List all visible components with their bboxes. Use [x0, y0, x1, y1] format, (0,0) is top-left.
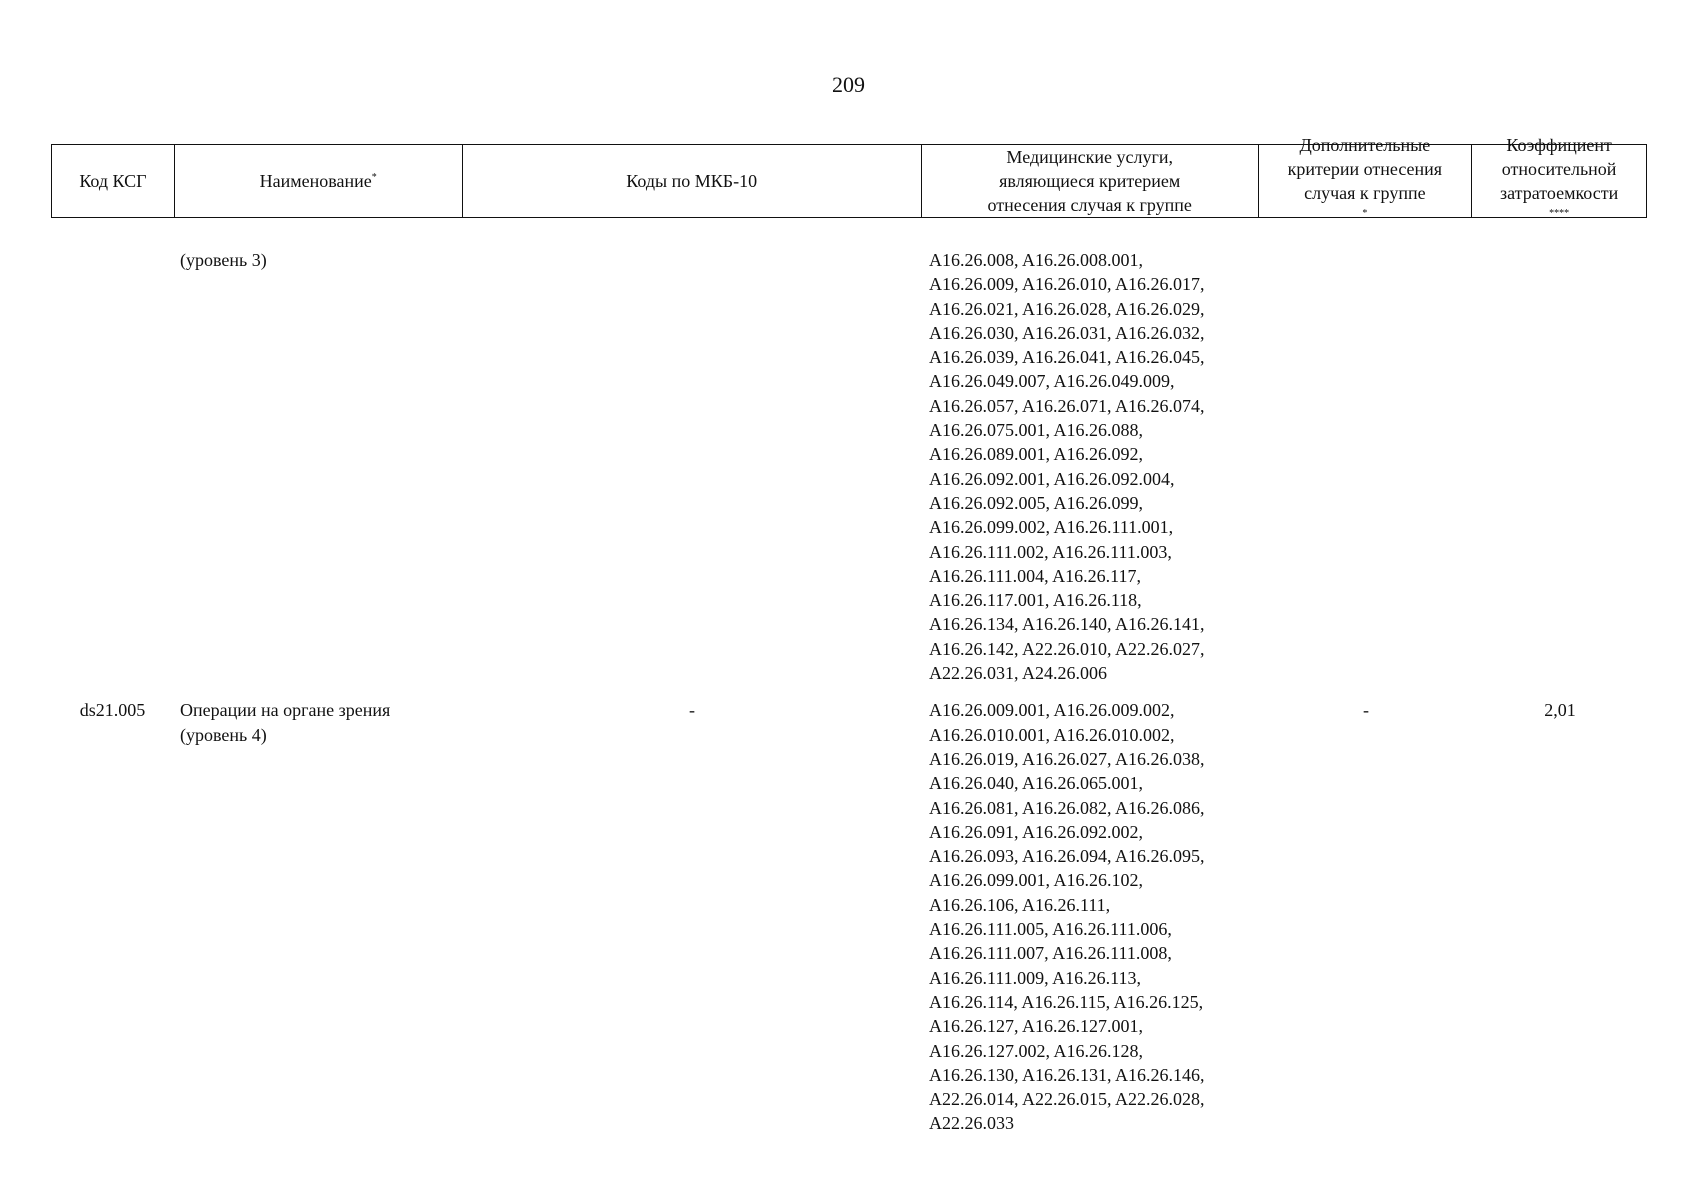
footnote-mark: *	[371, 172, 377, 183]
header-ksg-code-label: Код КСГ	[79, 171, 147, 191]
service-codes-line: A16.26.111.005, A16.26.111.006,	[929, 919, 1172, 940]
service-codes-line: A16.26.117.001, A16.26.118,	[929, 590, 1142, 611]
header-mkb-codes	[463, 145, 922, 217]
service-codes-line: A16.26.093, A16.26.094, A16.26.095,	[929, 846, 1205, 867]
service-codes-line: A16.26.099.002, A16.26.111.001,	[929, 517, 1174, 538]
service-codes-line: A16.26.127, A16.26.127.001,	[929, 1016, 1144, 1037]
name-line: Операции на органе зрения	[180, 700, 391, 721]
service-codes-line: A16.26.009, A16.26.010, A16.26.017,	[929, 274, 1205, 295]
mkb-codes-cell: -	[689, 700, 695, 721]
service-codes-line: A16.26.010.001, A16.26.010.002,	[929, 724, 1175, 745]
header-coef-line: затратоемкости ****	[1500, 183, 1619, 219]
service-codes-line: A16.26.099.001, A16.26.102,	[929, 870, 1144, 891]
medical-services-cell	[922, 248, 1259, 685]
service-codes-line: A16.26.075.001, A16.26.088,	[929, 420, 1144, 441]
additional-criteria-cell: -	[1363, 700, 1369, 721]
header-criteria-line: случая к группе *	[1304, 183, 1426, 219]
header-services-line: Медицинские услуги,	[1006, 147, 1173, 167]
name-cell	[174, 698, 462, 1135]
header-name-label: Наименование*	[259, 171, 377, 191]
header-mkb-codes-label: Коды по МКБ-10	[626, 171, 758, 191]
footnote-mark: ****	[1549, 208, 1570, 219]
service-codes-line: A16.26.092.005, A16.26.099,	[929, 492, 1144, 513]
mkb-codes-cell	[462, 248, 922, 685]
table-row	[51, 698, 1647, 1135]
name-cell	[174, 248, 462, 685]
service-codes-line: A16.26.081, A16.26.082, A16.26.086,	[929, 797, 1205, 818]
header-name	[175, 145, 463, 217]
service-codes-line: A16.26.111.002, A16.26.111.003,	[929, 541, 1172, 562]
cost-coefficient-cell: 2,01	[1544, 700, 1576, 721]
service-codes-line: A16.26.142, A22.26.010, A22.26.027,	[929, 638, 1205, 659]
service-codes-line: A16.26.091, A16.26.092.002,	[929, 821, 1144, 842]
service-codes-line: A16.26.019, A16.26.027, A16.26.038,	[929, 748, 1205, 769]
page-number: 209	[832, 72, 865, 97]
header-medical-services	[922, 145, 1259, 217]
ksg-code-cell: ds21.005	[79, 700, 146, 721]
medical-services-cell	[922, 698, 1259, 1135]
additional-criteria-cell	[1259, 248, 1473, 685]
service-codes-line: A16.26.008, A16.26.008.001,	[929, 250, 1144, 270]
service-codes-line: A16.26.009.001, A16.26.009.002,	[929, 700, 1175, 721]
service-codes-line: A16.26.111.007, A16.26.111.008,	[929, 943, 1172, 964]
service-codes-line: A16.26.111.004, A16.26.117,	[929, 565, 1142, 586]
footnote-mark: *	[1362, 208, 1368, 219]
header-ksg-code	[52, 145, 175, 217]
name-line: (уровень 4)	[180, 724, 267, 745]
service-codes-line: A16.26.130, A16.26.131, A16.26.146,	[929, 1064, 1205, 1085]
service-codes-line: A16.26.114, A16.26.115, A16.26.125,	[929, 991, 1204, 1012]
table-body	[51, 248, 1647, 1136]
service-codes-line: A16.26.057, A16.26.071, A16.26.074,	[929, 395, 1205, 416]
ksg-code-cell	[51, 248, 174, 685]
header-coef-line: Коэффициент	[1506, 135, 1612, 155]
cost-coefficient-cell	[1473, 248, 1647, 685]
service-codes-line: A16.26.021, A16.26.028, A16.26.029,	[929, 298, 1205, 319]
header-additional-criteria	[1259, 135, 1473, 219]
table-row	[51, 248, 1647, 685]
service-codes-line: A22.26.014, A22.26.015, A22.26.028,	[929, 1089, 1205, 1110]
header-coef-line: относительной	[1501, 159, 1617, 179]
service-codes-line: A22.26.033	[929, 1113, 1014, 1134]
service-codes-line: A16.26.040, A16.26.065.001,	[929, 773, 1144, 794]
service-codes-line: A16.26.089.001, A16.26.092,	[929, 444, 1144, 465]
service-codes-line: A16.26.092.001, A16.26.092.004,	[929, 468, 1175, 489]
service-codes-line: A16.26.111.009, A16.26.113,	[929, 967, 1142, 988]
service-codes-line: A16.26.030, A16.26.031, A16.26.032,	[929, 322, 1205, 343]
service-codes-line: A22.26.031, A24.26.006	[929, 663, 1108, 684]
name-line: (уровень 3)	[180, 250, 267, 270]
header-services-line: отнесения случая к группе	[987, 195, 1192, 215]
service-codes-line: A16.26.127.002, A16.26.128,	[929, 1040, 1144, 1061]
header-criteria-line: Дополнительные	[1299, 135, 1431, 155]
table-header	[51, 135, 1647, 219]
service-codes-line: A16.26.039, A16.26.041, A16.26.045,	[929, 347, 1205, 368]
service-codes-line: A16.26.049.007, A16.26.049.009,	[929, 371, 1175, 392]
header-services-line: являющиеся критерием	[999, 171, 1181, 191]
header-criteria-line: критерии отнесения	[1287, 159, 1443, 179]
header-cost-coefficient	[1472, 135, 1646, 219]
service-codes-line: A16.26.134, A16.26.140, A16.26.141,	[929, 614, 1205, 635]
service-codes-line: A16.26.106, A16.26.111,	[929, 894, 1111, 915]
